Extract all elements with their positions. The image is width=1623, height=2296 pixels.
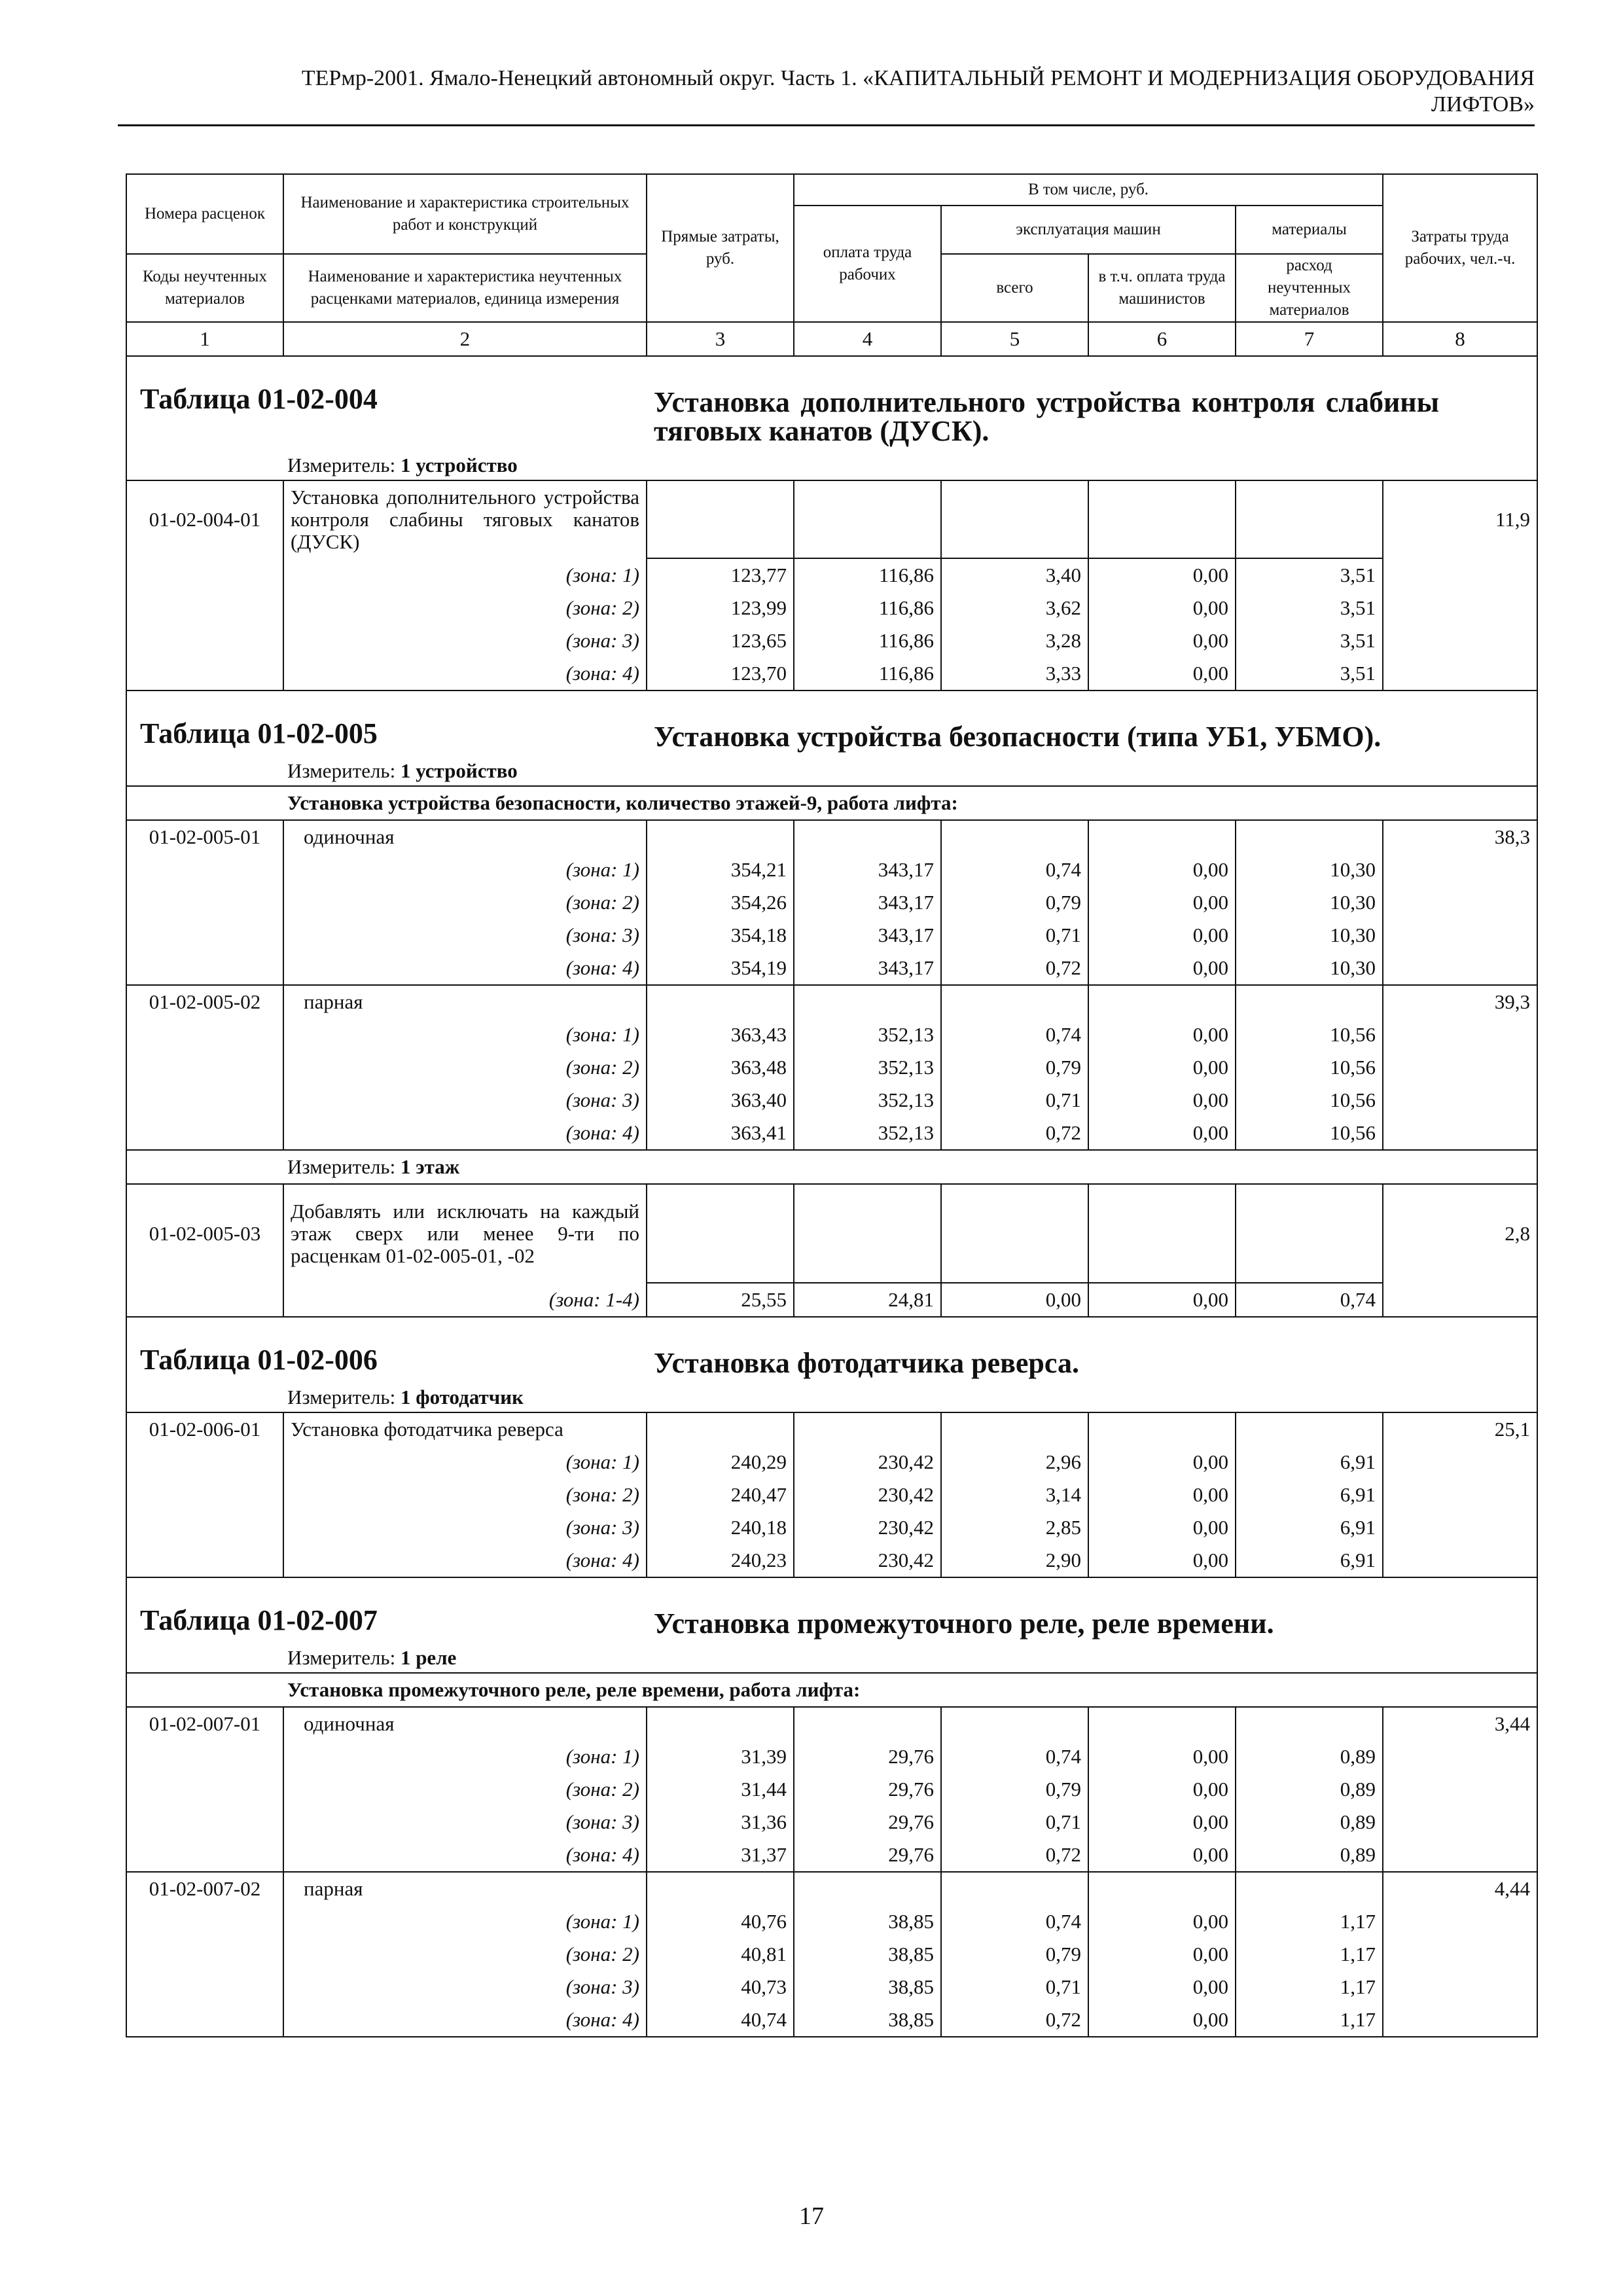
zone-value: 38,85	[794, 2003, 941, 2037]
zone-row	[126, 657, 1537, 691]
zone-row	[126, 1511, 1537, 1544]
zone-value: 0,00	[1088, 2003, 1236, 2037]
zone-value: 0,00	[1088, 657, 1236, 691]
zone-value: 2,90	[941, 1544, 1088, 1577]
zone-label: (зона: 3)	[283, 919, 647, 952]
zone-value: 38,85	[794, 1971, 941, 2003]
rate-code: 01-02-007-02	[126, 1872, 283, 1905]
zone-row	[126, 1446, 1537, 1479]
zone-value: 6,91	[1236, 1446, 1383, 1479]
zone-value: 3,51	[1236, 592, 1383, 624]
zone-value: 2,85	[941, 1511, 1088, 1544]
rate-description: Установка дополнительного устройства контроля слабины тяговых канатов (ДУСК)	[283, 480, 647, 558]
zone-value: 0,00	[1088, 886, 1236, 919]
zone-value: 0,00	[1088, 592, 1236, 624]
running-header	[118, 65, 1535, 118]
zone-value: 10,30	[1236, 853, 1383, 886]
zone-value: 0,00	[1088, 1511, 1236, 1544]
column-number-row	[126, 322, 1537, 356]
zone-label: (зона: 1)	[283, 1018, 647, 1051]
rate-row	[126, 820, 1537, 853]
measure-value: 1 устройство	[400, 759, 518, 782]
zone-label: (зона: 3)	[283, 1511, 647, 1544]
table-title: Установка дополнительного устройства контроля слабины тяговых канатов (ДУСК).	[654, 386, 1439, 447]
zone-value: 363,48	[647, 1051, 794, 1084]
zone-value: 0,00	[1088, 1544, 1236, 1577]
zone-value: 25,55	[647, 1283, 794, 1317]
zone-value: 0,71	[941, 1084, 1088, 1117]
zone-value: 0,71	[941, 919, 1088, 952]
zone-value: 116,86	[794, 624, 941, 657]
measure-value: 1 реле	[400, 1646, 457, 1669]
zone-row	[126, 558, 1537, 592]
table-number: Таблица 01-02-004	[140, 383, 378, 415]
table-heading	[127, 1578, 1537, 1643]
zone-value: 0,00	[1088, 558, 1236, 592]
zone-value: 0,74	[941, 1740, 1088, 1773]
zone-value: 3,51	[1236, 657, 1383, 691]
rate-code: 01-02-006-01	[126, 1412, 283, 1446]
table-title: Установка фотодатчика реверса.	[654, 1347, 1079, 1379]
zone-value: 354,18	[647, 919, 794, 952]
measure-label: Измеритель:	[287, 759, 396, 782]
zone-label: (зона: 1)	[283, 853, 647, 886]
rate-code: 01-02-007-01	[126, 1707, 283, 1740]
zone-value: 0,00	[1088, 1971, 1236, 2003]
zone-value: 0,00	[1088, 1773, 1236, 1806]
zone-value: 354,26	[647, 886, 794, 919]
rate-description: одиночная	[283, 1707, 647, 1740]
zone-value: 1,17	[1236, 1938, 1383, 1971]
col8-head: Затраты труда рабочих, чел.-ч.	[1383, 174, 1537, 322]
zone-value: 0,00	[1088, 1051, 1236, 1084]
zone-value: 0,74	[1236, 1283, 1383, 1317]
zone-value: 1,17	[1236, 1971, 1383, 2003]
zone-value: 0,89	[1236, 1773, 1383, 1806]
zone-value: 354,19	[647, 952, 794, 985]
materials-head: материалы	[1236, 206, 1383, 254]
measure-unit	[127, 451, 1537, 480]
zone-label: (зона: 3)	[283, 1971, 647, 2003]
col2-head-b: Наименование и характеристика неучтенных расценками материалов, единица измерения	[283, 254, 647, 322]
zone-label: (зона: 2)	[283, 1479, 647, 1511]
zone-value: 31,39	[647, 1740, 794, 1773]
zone-value: 29,76	[794, 1740, 941, 1773]
zone-label: (зона: 1)	[283, 558, 647, 592]
zone-row	[126, 1806, 1537, 1839]
zone-value: 31,44	[647, 1773, 794, 1806]
zone-value: 343,17	[794, 952, 941, 985]
col-number: 6	[1088, 322, 1236, 356]
zone-value: 363,41	[647, 1117, 794, 1150]
zone-value: 0,00	[1088, 1117, 1236, 1150]
zone-row	[126, 1479, 1537, 1511]
zone-label: (зона: 2)	[283, 592, 647, 624]
zone-value: 3,14	[941, 1479, 1088, 1511]
zone-value: 343,17	[794, 919, 941, 952]
zone-row	[126, 1740, 1537, 1773]
zone-value: 230,42	[794, 1446, 941, 1479]
zone-value: 40,76	[647, 1905, 794, 1938]
rate-description: Добавлять или исключать на каждый этаж сверх или менее 9-ти по расценкам 01-02-005-01, -02	[283, 1184, 647, 1283]
col1-head-b: Коды неучтенных материалов	[126, 254, 283, 322]
col7-head: расход неучтенных материалов	[1236, 254, 1383, 322]
zone-value: 116,86	[794, 657, 941, 691]
table-heading	[127, 357, 1537, 451]
zone-value: 0,00	[1088, 952, 1236, 985]
zone-value: 0,00	[1088, 1839, 1236, 1872]
table-title-row	[126, 1317, 1537, 1412]
zone-value: 123,77	[647, 558, 794, 592]
subheading: Установка промежуточного реле, реле времени, работа лифта:	[287, 1678, 861, 1701]
zone-row	[126, 886, 1537, 919]
table-number: Таблица 01-02-007	[140, 1604, 378, 1636]
zone-value: 0,72	[941, 1839, 1088, 1872]
zone-label: (зона: 2)	[283, 886, 647, 919]
zone-row	[126, 592, 1537, 624]
rate-description: одиночная	[283, 820, 647, 853]
zone-row	[126, 1283, 1537, 1317]
header-line-2: ЛИФТОВ»	[1431, 92, 1535, 117]
exploit-head: эксплуатация машин	[941, 206, 1236, 254]
header-rule	[118, 124, 1535, 126]
zone-value: 10,30	[1236, 919, 1383, 952]
labor-cost: 2,8	[1383, 1184, 1537, 1283]
zone-label: (зона: 2)	[283, 1773, 647, 1806]
zone-label: (зона: 1-4)	[283, 1283, 647, 1317]
zone-label: (зона: 2)	[283, 1051, 647, 1084]
zone-value: 123,65	[647, 624, 794, 657]
zone-value: 0,00	[1088, 1938, 1236, 1971]
zone-label: (зона: 2)	[283, 1938, 647, 1971]
col3-head: Прямые затраты, руб.	[647, 174, 794, 322]
zone-value: 0,00	[1088, 1905, 1236, 1938]
zone-value: 0,72	[941, 2003, 1088, 2037]
zone-value: 0,79	[941, 1938, 1088, 1971]
zone-value: 38,85	[794, 1905, 941, 1938]
zone-value: 0,00	[1088, 853, 1236, 886]
zone-row	[126, 1544, 1537, 1577]
header-line-1: ТЕРмр-2001. Ямало-Ненецкий автономный округ. Часть 1. «КАПИТАЛЬНЫЙ РЕМОНТ И МОДЕРНИЗАЦИЯ ОБОРУДОВАНИЯ	[301, 66, 1535, 90]
zone-row	[126, 1839, 1537, 1872]
zone-row	[126, 1938, 1537, 1971]
zone-label: (зона: 1)	[283, 1740, 647, 1773]
zone-value: 240,23	[647, 1544, 794, 1577]
col-number: 2	[283, 322, 647, 356]
zone-value: 230,42	[794, 1544, 941, 1577]
zone-value: 10,56	[1236, 1051, 1383, 1084]
rate-row	[126, 985, 1537, 1018]
rate-code: 01-02-005-01	[126, 820, 283, 853]
zone-value: 6,91	[1236, 1511, 1383, 1544]
table-title-row	[126, 1577, 1537, 1673]
zone-value: 343,17	[794, 853, 941, 886]
zone-value: 0,00	[1088, 1018, 1236, 1051]
zone-value: 116,86	[794, 558, 941, 592]
zone-value: 0,74	[941, 1905, 1088, 1938]
measure-value: 1 этаж	[400, 1155, 460, 1178]
zone-value: 6,91	[1236, 1544, 1383, 1577]
zone-value: 38,85	[794, 1938, 941, 1971]
column-header-row-1	[126, 174, 1537, 206]
zone-row	[126, 1773, 1537, 1806]
col-number: 3	[647, 322, 794, 356]
labor-cost: 38,3	[1383, 820, 1537, 853]
zone-value: 0,00	[1088, 919, 1236, 952]
rate-description: парная	[283, 1872, 647, 1905]
zone-row	[126, 1117, 1537, 1150]
zone-value: 31,37	[647, 1839, 794, 1872]
labor-cost: 3,44	[1383, 1707, 1537, 1740]
zone-label: (зона: 4)	[283, 2003, 647, 2037]
zone-label: (зона: 3)	[283, 1806, 647, 1839]
rate-row	[126, 1872, 1537, 1905]
zone-value: 24,81	[794, 1283, 941, 1317]
table-title: Установка устройства безопасности (типа УБ1, УБМО).	[654, 721, 1382, 753]
zone-value: 29,76	[794, 1839, 941, 1872]
labor-cost: 39,3	[1383, 985, 1537, 1018]
zone-value: 343,17	[794, 886, 941, 919]
zone-value: 0,00	[941, 1283, 1088, 1317]
rate-row	[126, 1707, 1537, 1740]
labor-cost: 11,9	[1383, 480, 1537, 558]
zone-value: 240,47	[647, 1479, 794, 1511]
measure-unit	[127, 757, 1537, 785]
zone-value: 0,89	[1236, 1806, 1383, 1839]
zone-value: 40,73	[647, 1971, 794, 2003]
zone-row	[126, 952, 1537, 985]
zone-label: (зона: 3)	[283, 624, 647, 657]
rate-code: 01-02-005-03	[126, 1184, 283, 1283]
zone-value: 352,13	[794, 1018, 941, 1051]
zone-value: 10,30	[1236, 886, 1383, 919]
zone-value: 0,00	[1088, 1479, 1236, 1511]
measure-label: Измеритель:	[287, 454, 396, 476]
table-heading	[127, 1318, 1537, 1383]
zone-value: 3,51	[1236, 624, 1383, 657]
zone-label: (зона: 1)	[283, 1905, 647, 1938]
labor-cost: 25,1	[1383, 1412, 1537, 1446]
rate-row	[126, 1412, 1537, 1446]
zone-row	[126, 1905, 1537, 1938]
zone-value: 0,00	[1088, 1806, 1236, 1839]
measure-label: Измеритель:	[287, 1646, 396, 1669]
table-title-row	[126, 356, 1537, 480]
zone-value: 240,18	[647, 1511, 794, 1544]
subheading: Установка устройства безопасности, количество этажей-9, работа лифта:	[287, 791, 958, 814]
zone-row	[126, 853, 1537, 886]
zone-value: 3,28	[941, 624, 1088, 657]
col2-head-a: Наименование и характеристика строительных работ и конструкций	[283, 174, 647, 254]
zone-value: 10,56	[1236, 1084, 1383, 1117]
measure-value: 1 устройство	[400, 454, 518, 476]
zone-value: 0,72	[941, 952, 1088, 985]
zone-row	[126, 1971, 1537, 2003]
zone-row	[126, 624, 1537, 657]
rate-row	[126, 1184, 1537, 1283]
zone-value: 230,42	[794, 1479, 941, 1511]
col-number: 1	[126, 322, 283, 356]
zone-value: 352,13	[794, 1051, 941, 1084]
col1-head-a: Номера расценок	[126, 174, 283, 254]
zone-value: 0,00	[1088, 1283, 1236, 1317]
zone-label: (зона: 4)	[283, 1544, 647, 1577]
col-number: 5	[941, 322, 1088, 356]
incl-head: В том числе, руб.	[794, 174, 1383, 206]
table-title-row	[126, 691, 1537, 786]
zone-label: (зона: 4)	[283, 1117, 647, 1150]
zone-value: 352,13	[794, 1084, 941, 1117]
rate-description: Установка фотодатчика реверса	[283, 1412, 647, 1446]
col6-head: в т.ч. оплата труда машинистов	[1088, 254, 1236, 322]
zone-row	[126, 1051, 1537, 1084]
zone-value: 0,72	[941, 1117, 1088, 1150]
zone-value: 0,00	[1088, 1740, 1236, 1773]
col-number: 8	[1383, 322, 1537, 356]
zone-value: 3,40	[941, 558, 1088, 592]
zone-value: 29,76	[794, 1773, 941, 1806]
zone-value: 363,40	[647, 1084, 794, 1117]
zone-value: 0,71	[941, 1806, 1088, 1839]
measure-label: Измеритель:	[287, 1155, 396, 1178]
zone-row	[126, 2003, 1537, 2037]
zone-value: 0,00	[1088, 1084, 1236, 1117]
zone-value: 6,91	[1236, 1479, 1383, 1511]
zone-value: 0,74	[941, 1018, 1088, 1051]
measure-row	[126, 1150, 1537, 1184]
zone-value: 0,89	[1236, 1839, 1383, 1872]
zone-value: 0,74	[941, 853, 1088, 886]
zone-label: (зона: 3)	[283, 1084, 647, 1117]
page-number: 17	[799, 2202, 824, 2230]
zone-value: 10,56	[1236, 1117, 1383, 1150]
table-heading	[127, 691, 1537, 757]
col-number: 7	[1236, 322, 1383, 356]
zone-value: 230,42	[794, 1511, 941, 1544]
measure-value: 1 фотодатчик	[400, 1386, 524, 1408]
rate-row	[126, 480, 1537, 558]
zone-label: (зона: 4)	[283, 952, 647, 985]
zone-label: (зона: 1)	[283, 1446, 647, 1479]
rate-description: парная	[283, 985, 647, 1018]
rates-table	[126, 173, 1538, 2037]
labor-cost: 4,44	[1383, 1872, 1537, 1905]
col4-head: оплата труда рабочих	[794, 206, 941, 322]
zone-value: 10,30	[1236, 952, 1383, 985]
zone-value: 3,62	[941, 592, 1088, 624]
subheading-row	[126, 1673, 1537, 1707]
zone-row	[126, 919, 1537, 952]
zone-label: (зона: 4)	[283, 657, 647, 691]
zone-value: 40,81	[647, 1938, 794, 1971]
measure-unit	[127, 1643, 1537, 1672]
rate-code: 01-02-004-01	[126, 480, 283, 558]
zone-value: 116,86	[794, 592, 941, 624]
col-number: 4	[794, 322, 941, 356]
zone-value: 0,79	[941, 1773, 1088, 1806]
zone-value: 10,56	[1236, 1018, 1383, 1051]
zone-value: 1,17	[1236, 2003, 1383, 2037]
subheading-row	[126, 786, 1537, 820]
zone-value: 3,33	[941, 657, 1088, 691]
zone-row	[126, 1018, 1537, 1051]
zone-value: 0,00	[1088, 1446, 1236, 1479]
zone-value: 2,96	[941, 1446, 1088, 1479]
zone-value: 0,71	[941, 1971, 1088, 2003]
zone-value: 123,70	[647, 657, 794, 691]
zone-value: 31,36	[647, 1806, 794, 1839]
zone-value: 123,99	[647, 592, 794, 624]
measure-label: Измеритель:	[287, 1386, 396, 1408]
zone-value: 0,00	[1088, 624, 1236, 657]
table-number: Таблица 01-02-006	[140, 1344, 378, 1376]
zone-value: 3,51	[1236, 558, 1383, 592]
zone-row	[126, 1084, 1537, 1117]
table-number: Таблица 01-02-005	[140, 717, 378, 749]
zone-value: 363,43	[647, 1018, 794, 1051]
zone-value: 40,74	[647, 2003, 794, 2037]
zone-value: 1,17	[1236, 1905, 1383, 1938]
zone-value: 240,29	[647, 1446, 794, 1479]
col5-head: всего	[941, 254, 1088, 322]
zone-value: 0,79	[941, 886, 1088, 919]
zone-value: 352,13	[794, 1117, 941, 1150]
table-title: Установка промежуточного реле, реле времени.	[654, 1607, 1274, 1640]
zone-value: 354,21	[647, 853, 794, 886]
zone-value: 0,79	[941, 1051, 1088, 1084]
zone-label: (зона: 4)	[283, 1839, 647, 1872]
measure-unit	[127, 1383, 1537, 1412]
zone-value: 29,76	[794, 1806, 941, 1839]
rate-code: 01-02-005-02	[126, 985, 283, 1018]
zone-value: 0,89	[1236, 1740, 1383, 1773]
